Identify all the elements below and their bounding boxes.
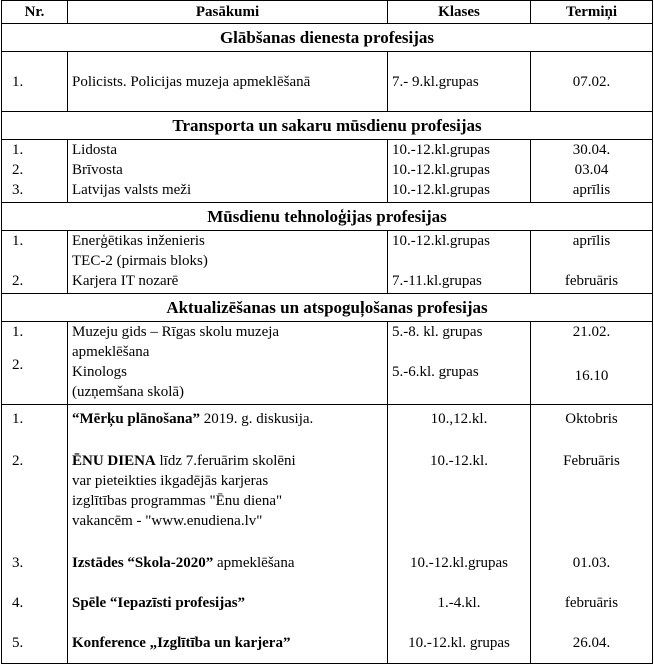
nr-value: 2. — [12, 162, 24, 178]
date-text: Februāris — [563, 453, 620, 469]
nr-value: 2. — [12, 357, 24, 373]
nr-value: 1. — [12, 142, 24, 158]
nr-value: 3. — [12, 182, 24, 198]
event-text: Muzeju gids – Rīgas skolu muzeja — [72, 324, 280, 340]
row-date — [531, 322, 653, 405]
classes-text: 10.-12.kl.grupas — [392, 182, 490, 198]
date-text: Oktobris — [565, 411, 618, 427]
date-text: 01.03. — [572, 555, 611, 571]
date-text: aprīlis — [572, 182, 611, 198]
date-text: aprīlis — [572, 233, 611, 249]
nr-value: 1. — [12, 411, 24, 427]
row-date — [531, 405, 653, 664]
event-rest: apmeklēšana — [213, 555, 295, 571]
nr-value: 2. — [12, 273, 24, 289]
header-classes: Klases — [388, 1, 531, 24]
event-text: apmeklēšana — [72, 344, 150, 360]
event-text: Brīvosta — [72, 162, 123, 178]
header-dates: Termiņi — [531, 1, 653, 24]
table-row — [2, 405, 653, 664]
table-row — [2, 231, 653, 294]
table-row — [2, 52, 653, 112]
row-event — [68, 322, 388, 405]
date-text: 30.04. — [572, 142, 611, 158]
nr-value: 5. — [12, 635, 24, 651]
event-bold: ĒNU DIENA — [72, 453, 156, 469]
event-text — [72, 409, 387, 429]
row-classes — [388, 405, 531, 664]
classes-text: 10.-12.kl.grupas — [392, 162, 490, 178]
table-row — [2, 140, 653, 203]
header-row — [2, 1, 653, 24]
event-bold: Izstādes “Skola-2020” — [72, 555, 214, 571]
events-table — [1, 0, 653, 664]
row-classes — [388, 140, 531, 203]
row-event: Policists. Policijas muzeja apmeklēšanā — [68, 52, 388, 112]
row-date — [531, 231, 653, 294]
date-text: 03.04 — [574, 162, 609, 178]
event-text: izglītības programmas "Ēnu diena" — [72, 493, 283, 509]
section-row — [2, 112, 653, 140]
row-nr: 1. — [2, 52, 68, 112]
row-nr — [2, 322, 68, 405]
event-text: TEC-2 (pirmais bloks) — [72, 253, 208, 269]
nr-value: 1. — [12, 324, 24, 340]
row-classes: 7.- 9.kl.grupas — [388, 52, 531, 112]
event-bold: “Mērķu plānošana” — [72, 411, 200, 427]
event-text: Kinologs — [72, 364, 128, 380]
row-classes — [388, 231, 531, 294]
event-rest: 2019. g. diskusija. — [199, 411, 314, 427]
nr-value: 4. — [12, 595, 24, 611]
event-text: Spēle “Iepazīsti profesijas” — [72, 595, 246, 611]
section-row — [2, 24, 653, 52]
section-title: Transporta un sakaru mūsdienu profesijas — [2, 112, 653, 140]
nr-value: 1. — [12, 233, 24, 249]
classes-text: 7.-11.kl.grupas — [392, 273, 482, 289]
nr-value: 2. — [12, 453, 24, 469]
classes-text: 5.-6.kl. grupas — [392, 364, 479, 380]
row-nr — [2, 405, 68, 664]
date-text: 21.02. — [572, 324, 611, 340]
section-title: Mūsdienu tehnoloģijas profesijas — [2, 203, 653, 231]
header-nr: Nr. — [2, 1, 68, 24]
table-row — [2, 322, 653, 405]
row-nr — [2, 231, 68, 294]
section-title: Glābšanas dienesta profesijas — [2, 24, 653, 52]
event-text: vakancēm - "www.enudiena.lv" — [72, 513, 263, 529]
date-text: 26.04. — [572, 635, 611, 651]
header-event: Pasākumi — [68, 1, 388, 24]
row-event — [68, 405, 388, 664]
event-text: Enerģētikas inženieris — [72, 233, 205, 249]
row-nr — [2, 140, 68, 203]
classes-text: 10.-12.kl.grupas — [392, 142, 490, 158]
classes-text: 1.-4.kl. — [437, 595, 481, 611]
row-event — [68, 140, 388, 203]
classes-text: 10.-12.kl. — [430, 453, 488, 469]
event-text: Karjera IT nozarē — [72, 273, 179, 289]
section-row — [2, 203, 653, 231]
date-text: 16.10 — [574, 368, 609, 384]
event-text — [72, 451, 387, 471]
row-classes — [388, 322, 531, 405]
event-rest: līdz 7.feruārim skolēni — [155, 453, 296, 469]
event-text — [72, 553, 387, 573]
row-date: 07.02. — [531, 52, 653, 112]
date-text: februāris — [564, 595, 619, 611]
classes-text: 10.-12.kl. grupas — [408, 635, 510, 651]
event-text: (uzņemšana skolā) — [72, 384, 185, 400]
date-text: februāris — [564, 273, 619, 289]
row-event — [68, 231, 388, 294]
event-text: Latvijas valsts meži — [72, 182, 192, 198]
section-row — [2, 294, 653, 322]
classes-text: 10.-12.kl.grupas — [410, 555, 508, 571]
classes-text: 10.-12.kl.grupas — [392, 233, 490, 249]
section-title: Aktualizēšanas un atspoguļošanas profesijas — [2, 294, 653, 322]
classes-text: 5.-8. kl. grupas — [392, 324, 483, 340]
event-text: Konference „Izglītība un karjera” — [72, 635, 291, 651]
event-text: var pieteikties ikgadējās karjeras — [72, 473, 269, 489]
classes-text: 10.,12.kl. — [430, 411, 488, 427]
row-date — [531, 140, 653, 203]
nr-value: 3. — [12, 555, 24, 571]
event-text: Lidosta — [72, 142, 117, 158]
